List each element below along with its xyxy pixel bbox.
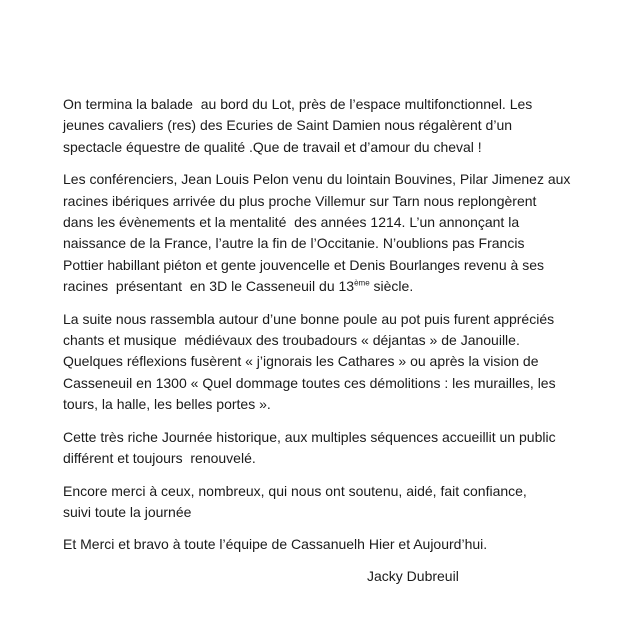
paragraph-journee: [63, 427, 568, 470]
paragraph-balade: [63, 94, 568, 158]
text-line: racines présentant en 3D le Casseneuil du 13: [63, 278, 355, 295]
superscript-eme: ème: [354, 278, 370, 288]
paragraph-suite: [63, 309, 568, 416]
paragraph-conferenciers: [63, 169, 571, 297]
text-line: chants et musique médiévaux des troubadours « déjantas » de Janouille.: [63, 332, 520, 349]
text-line: La suite nous rassembla autour d’une bonne poule au pot puis furent appréciés: [63, 310, 555, 327]
text-line: On termina la balade au bord du Lot, près de l’espace multifonctionnel. Les: [63, 96, 533, 112]
text-line: Et Merci et bravo à toute l’équipe de Cassanuelh Hier et Aujourd’hui.: [63, 536, 488, 553]
text-line: dans les évènements et la mentalité des années 1214. L’un annonçant la: [63, 214, 520, 231]
text-line: Quelques réflexions fusèrent « j’ignorais les Cathares » ou après la vision de: [63, 353, 539, 370]
text-line: naissance de la France, l’autre la fin de l’Occitanie. N’oublions pas Francis: [63, 235, 525, 252]
paragraph-merci: [63, 481, 568, 524]
text-line: Casseneuil en 1300 « Quel dommage toutes ces démolitions : les murailles, les: [63, 374, 556, 391]
paragraph-bravo: [63, 534, 568, 555]
text-line: suivi toute la journée: [63, 503, 192, 520]
text-line: racines ibériques arrivée du plus proche Villemur sur Tarn nous replongèrent: [63, 192, 537, 209]
signature: Jacky Dubreuil: [367, 568, 459, 584]
text-line: jeunes cavaliers (res) des Ecuries de Saint Damien nous régalèrent d’un: [63, 117, 513, 134]
text-line: Pottier habillant piéton et gente jouvencelle et Denis Bourlanges revenu à ses: [63, 256, 544, 273]
text-line: siècle.: [369, 278, 414, 295]
text-line: tours, la halle, les belles portes ».: [63, 396, 271, 413]
text-line: Cette très riche Journée historique, aux multiples séquences accueillit un public: [63, 428, 556, 445]
document-body: [63, 94, 571, 567]
text-line: spectacle équestre de qualité .Que de travail et d’amour du cheval !: [63, 138, 482, 155]
text-line: Encore merci à ceux, nombreux, qui nous ont soutenu, aidé, fait confiance,: [63, 482, 527, 499]
text-line: Les conférenciers, Jean Louis Pelon venu du lointain Bouvines, Pilar Jimenez aux: [63, 171, 571, 188]
text-line: différent et toujours renouvelé.: [63, 450, 256, 467]
